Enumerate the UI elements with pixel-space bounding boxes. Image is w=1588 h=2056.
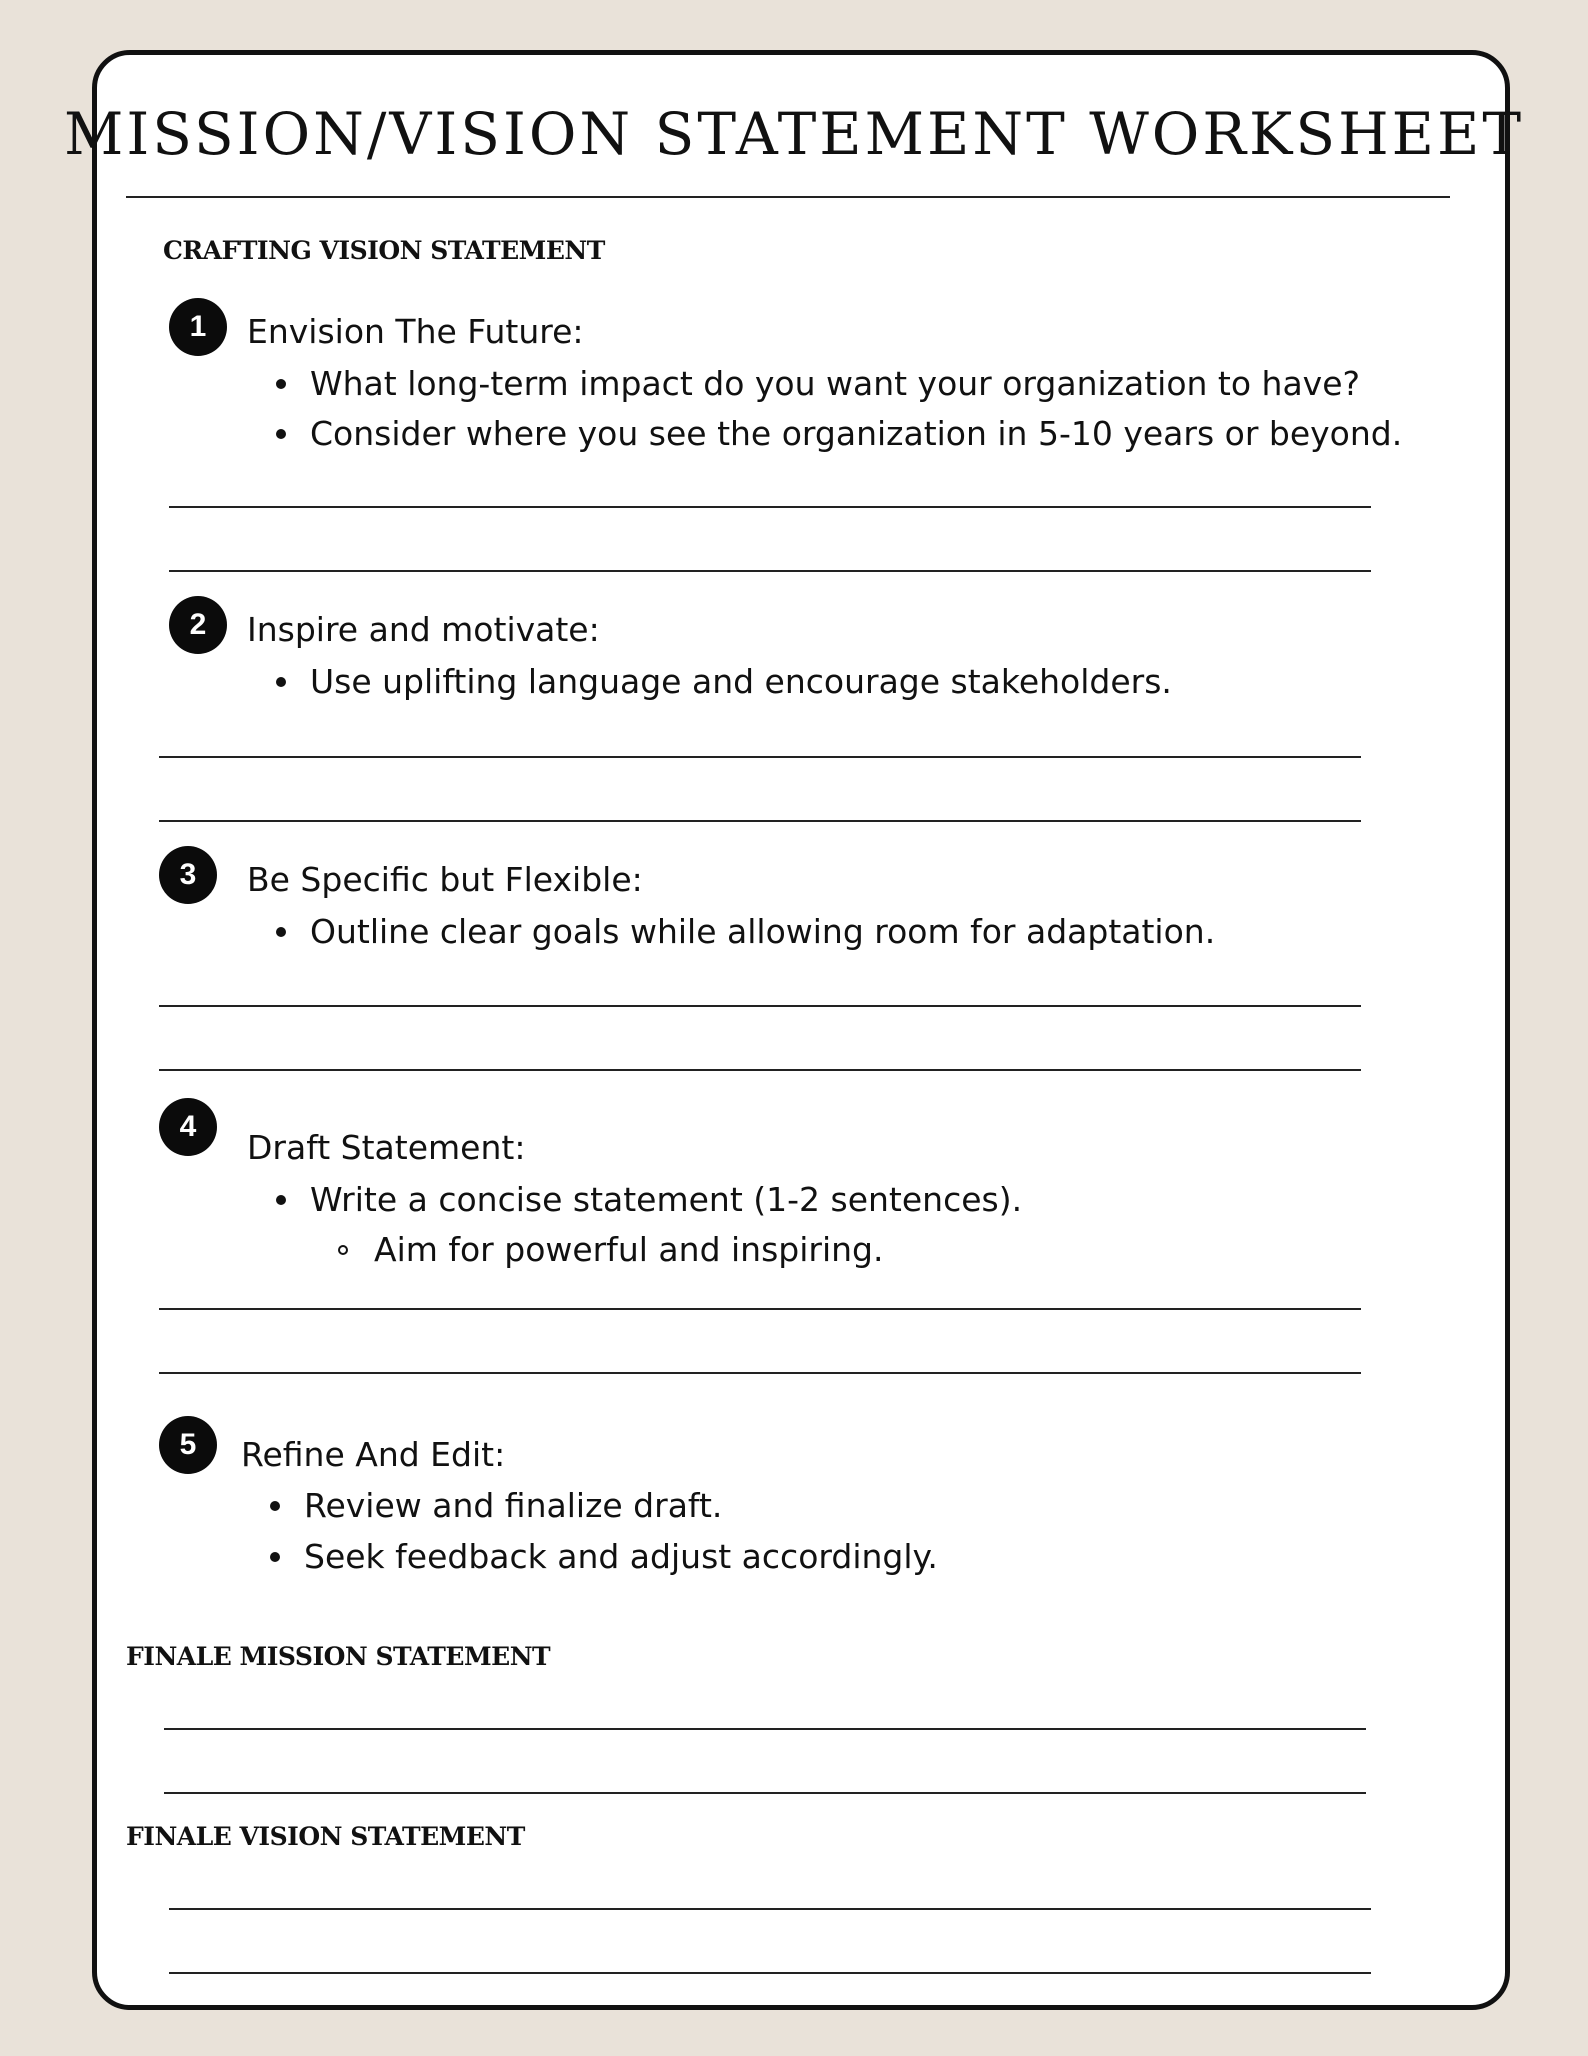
bullet-dot-icon [276,677,286,687]
bullet-dot-icon [276,1195,286,1205]
bullet-text: Use uplifting language and encourage stakeholders. [310,662,1172,701]
bullet-text: Aim for powerful and inspiring. [374,1230,884,1269]
bullet-text: Seek feedback and adjust accordingly. [304,1537,938,1576]
answer-line[interactable] [159,1069,1361,1071]
bullet-circle-icon [338,1245,348,1255]
vision-answer-line[interactable] [169,1972,1371,1974]
answer-line[interactable] [169,570,1371,572]
bullet-dot-icon [276,429,286,439]
bullet-text: Outline clear goals while allowing room for adaptation. [310,912,1216,951]
step-number-badge: 3 [159,846,217,904]
step-title: Draft Statement: [247,1128,526,1167]
bullet-dot-icon [276,379,286,389]
bullet-text: Write a concise statement (1-2 sentences). [310,1180,1023,1219]
bullet-text: What long-term impact do you want your organization to have? [310,364,1361,403]
title-divider [126,196,1450,198]
step-title: Envision The Future: [247,312,584,351]
answer-line[interactable] [159,1372,1361,1374]
final-mission-heading: FINALE MISSION STATEMENT [126,1642,551,1671]
bullet-dot-icon [276,927,286,937]
step-title: Refine And Edit: [241,1435,506,1474]
vision-answer-line[interactable] [169,1908,1371,1910]
mission-answer-line[interactable] [164,1728,1366,1730]
page-title: MISSION/VISION STATEMENT WORKSHEET [63,100,1525,168]
answer-line[interactable] [159,820,1361,822]
answer-line[interactable] [159,1308,1361,1310]
bullet-text: Consider where you see the organization in 5-10 years or beyond. [310,414,1403,453]
answer-line[interactable] [159,756,1361,758]
answer-line[interactable] [159,1005,1361,1007]
step-number-badge: 4 [159,1098,217,1156]
section-heading-crafting: CRAFTING VISION STATEMENT [163,236,605,265]
answer-line[interactable] [169,506,1371,508]
bullet-dot-icon [270,1501,280,1511]
step-title: Be Specific but Flexible: [247,860,643,899]
bullet-text: Review and finalize draft. [304,1486,723,1525]
step-number-badge: 5 [159,1416,217,1474]
mission-answer-line[interactable] [164,1792,1366,1794]
bullet-dot-icon [270,1552,280,1562]
step-title: Inspire and motivate: [247,610,600,649]
step-number-badge: 2 [169,596,227,654]
step-number-badge: 1 [169,298,227,356]
final-vision-heading: FINALE VISION STATEMENT [126,1822,525,1851]
